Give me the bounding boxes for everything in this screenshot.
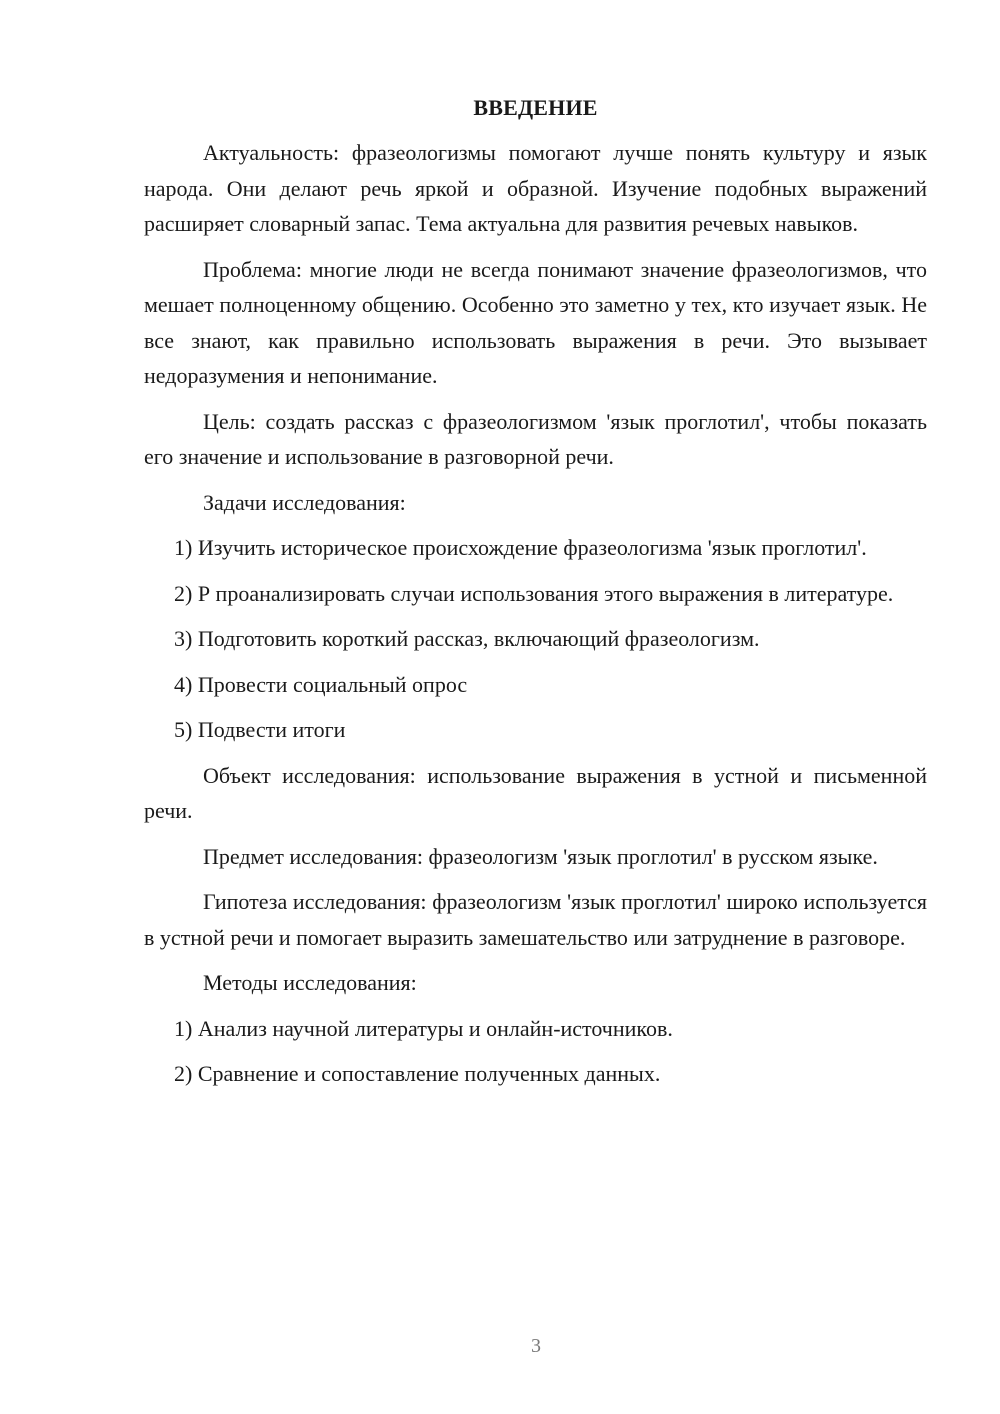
paragraph-object: Объект исследования: использование выражения в устной и письменной речи. — [144, 762, 927, 823]
task-item-2: 2) Р проанализировать случаи использования этого выражения в литературе. — [174, 580, 894, 606]
paragraph-goal: Цель: создать рассказ с фразеологизмом 'язык проглотил', чтобы показать его значение и использование в разговорной речи. — [144, 408, 927, 469]
method-item-2: 2) Сравнение и сопоставление полученных данных. — [174, 1061, 661, 1086]
page-content — [144, 90, 927, 1102]
task-item-3: 3) Подготовить короткий рассказ, включающий фразеологизм. — [174, 626, 760, 651]
task-item-5: 5) Подвести итоги — [174, 717, 346, 742]
page-number: 3 — [531, 1335, 541, 1357]
paragraph-relevance: Актуальность: фразеологизмы помогают лучше понять культуру и язык народа. Они делают речь яркой и образной. Изучение подобных выражений расширяет словарный запас. Тема актуальна для развития речевых навыков. — [144, 140, 927, 236]
task-item-1: 1) Изучить историческое происхождение фразеологизма 'язык проглотил'. — [174, 535, 867, 560]
paragraph-problem: Проблема: многие люди не всегда понимают значение фразеологизмов, что мешает полноценному общению. Особенно это заметно у тех, кто изучает язык. Не все знают, как правильно использовать выражения в речи. Это вызывает недоразумения и непонимание. — [144, 256, 927, 388]
tasks-heading: Задачи исследования: — [203, 489, 406, 515]
method-item-1: 1) Анализ научной литературы и онлайн-источников. — [174, 1015, 673, 1041]
page-title: ВВЕДЕНИЕ — [473, 95, 598, 120]
task-item-4: 4) Провести социальный опрос — [174, 671, 468, 697]
paragraph-subject: Предмет исследования: фразеологизм 'язык проглотил' в русском языке. — [203, 843, 878, 869]
methods-heading: Методы исследования: — [203, 970, 417, 995]
paragraph-hypothesis: Гипотеза исследования: фразеологизм 'язык проглотил' широко используется в устной речи и помогает выразить замешательство или затруднение в разговоре. — [144, 889, 927, 950]
